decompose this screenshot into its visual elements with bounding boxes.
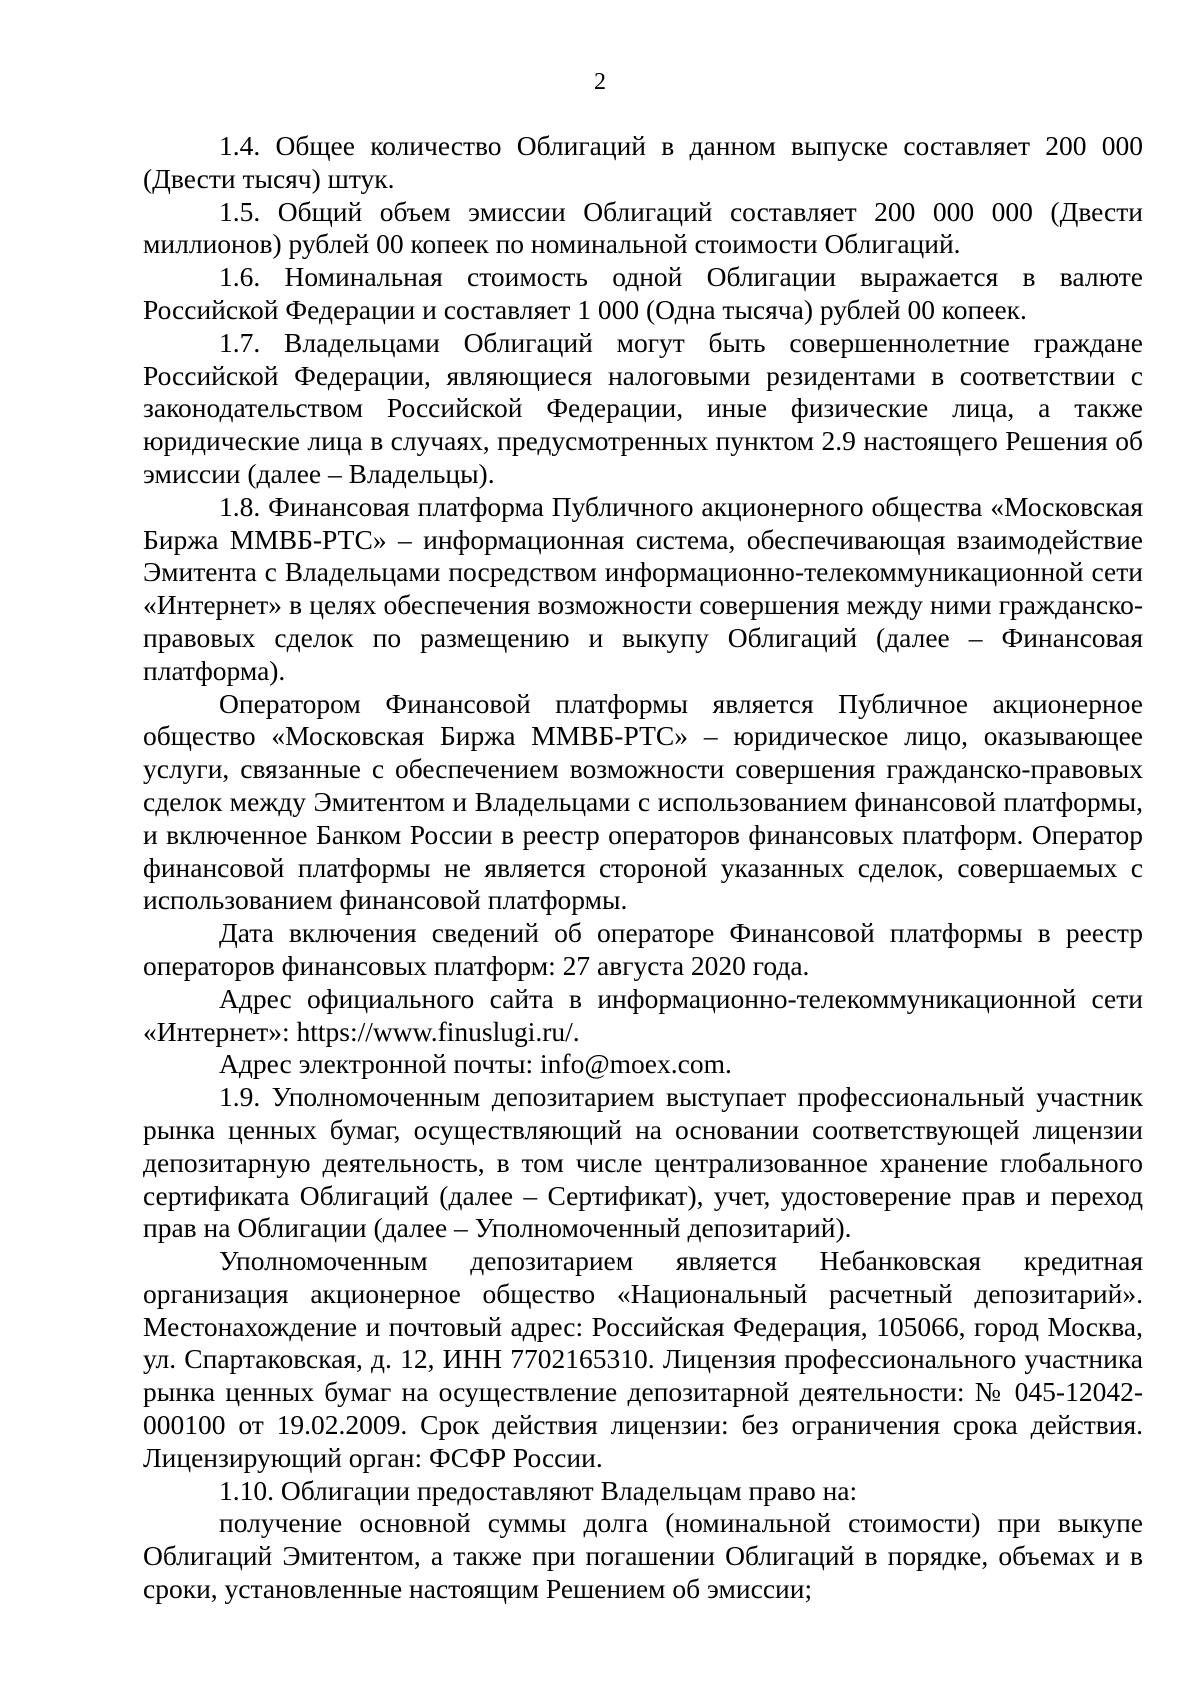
paragraph-1-4: 1.4. Общее количество Облигаций в данном выпуске составляет 200 000 (Двести тысяч) штук. <box>143 130 1143 194</box>
paragraph-email: Адрес электронной почты: info@moex.com. <box>219 1048 732 1080</box>
paragraph-depositary-details: Уполномоченным депозитарием является Небанковская кредитная организация акционерное общество «Национальный расчетный депозитарий». Местонахождение и почтовый адрес: Российская Федерация, 105066, город Москва, ул. Спартаковская, д. 12, ИНН 7702165310. Лицензия профессионального участника рынка ценных бумаг на осуществление депозитарной деятельности: № 045-12042-000100 от 19.02.2009. Срок действия лицензии: без ограничения срока действия. Лицензирующий орган: ФСФР России. <box>143 1245 1143 1473</box>
document-body <box>143 130 1143 1606</box>
paragraph-1-6: 1.6. Номинальная стоимость одной Облигации выражается в валюте Российской Федерации и составляет 1 000 (Одна тысяча) рублей 00 копеек. <box>143 261 1143 325</box>
paragraph-registry-date: Дата включения сведений об операторе Финансовой платформы в реестр операторов финансовых платформ: 27 августа 2020 года. <box>143 917 1143 981</box>
paragraph-website: Адрес официального сайта в информационно-телекоммуникационной сети «Интернет»: https://www.finuslugi.ru/. <box>143 982 1143 1047</box>
paragraph-1-10: 1.10. Облигации предоставляют Владельцам право на: <box>219 1474 858 1506</box>
paragraph-rights-principal: получение основной суммы долга (номинальной стоимости) при выкупе Облигаций Эмитентом, а также при погашении Облигаций в порядке, объемах и в сроки, установленные настоящим Решением об эмиссии; <box>143 1507 1143 1605</box>
paragraph-1-8: 1.8. Финансовая платформа Публичного акционерного общества «Московская Биржа ММВБ-РТС» – информационная система, обеспечивающая взаимодействие Эмитента с Владельцами посредством информационно-телекоммуникационной сети «Интернет» в целях обеспечения возможности совершения между ними гражданско-правовых сделок по размещению и выкупу Облигаций (далее – Финансовая платформа). <box>143 490 1143 686</box>
page-number: 2 <box>594 69 606 95</box>
paragraph-1-7: 1.7. Владельцами Облигаций могут быть совершеннолетние граждане Российской Федерации, являющиеся налоговыми резидентами в соответствии с законодательством Российской Федерации, иные физические лица, а также юридические лица в случаях, предусмотренных пунктом 2.9 настоящего Решения об эмиссии (далее – Владельцы). <box>143 326 1143 489</box>
paragraph-1-5: 1.5. Общий объем эмиссии Облигаций составляет 200 000 000 (Двести миллионов) рублей 00 копеек по номинальной стоимости Облигаций. <box>143 195 1143 260</box>
paragraph-1-9: 1.9. Уполномоченным депозитарием выступает профессиональный участник рынка ценных бумаг, осуществляющий на основании соответствующей лицензии депозитарную деятельность, в том числе централизованное хранение глобального сертификата Облигаций (далее – Сертификат), учет, удостоверение прав и переход прав на Облигации (далее – Уполномоченный депозитарий). <box>143 1081 1143 1244</box>
paragraph-platform-operator: Оператором Финансовой платформы является Публичное акционерное общество «Московская Биржа ММВБ-РТС» – юридическое лицо, оказывающее услуги, связанные с обеспечением возможности совершения гражданско-правовых сделок между Эмитентом и Владельцами с использованием финансовой платформы, и включенное Банком России в реестр операторов финансовых платформ. Оператор финансовой платформы не является стороной указанных сделок, совершаемых с использованием финансовой платформы. <box>143 687 1143 916</box>
